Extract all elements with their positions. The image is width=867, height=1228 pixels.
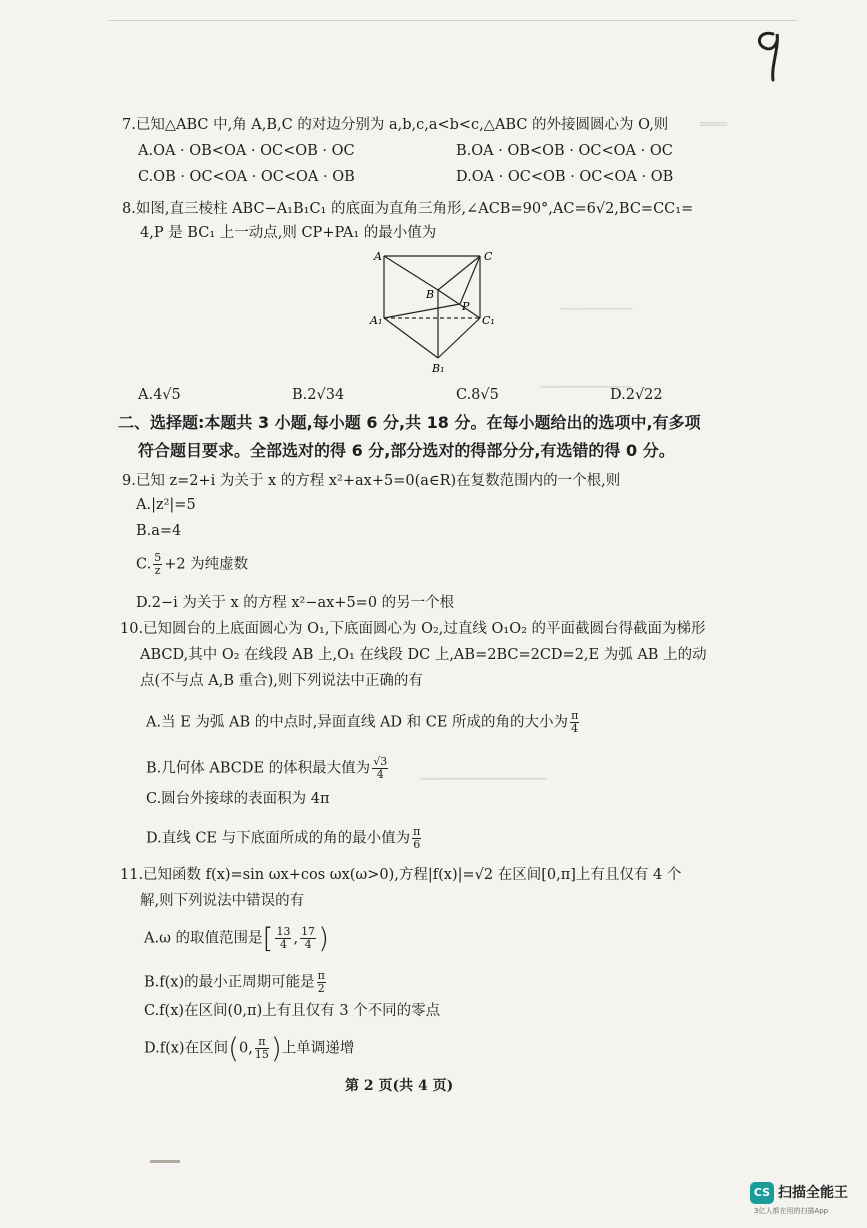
label-c1: C₁ bbox=[482, 314, 495, 327]
q7-option-b: B.OA · OB<OB · OC<OA · OC bbox=[456, 143, 673, 159]
fraction: $\frac{5}{z}$ bbox=[154, 551, 162, 577]
bleed-through: ────────────── bbox=[420, 770, 547, 788]
q8-option-c: C.8√5 bbox=[456, 387, 499, 403]
fraction: $\frac{\pi}{6}$ bbox=[413, 825, 421, 851]
scanner-app-name: 扫描全能王 bbox=[778, 1185, 848, 1201]
q8-option-d: D.2√22 bbox=[610, 387, 663, 403]
q9-stem: 9.已知 z=2+i 为关于 x 的方程 x²+ax+5=0(a∈R)在复数范围内的一个根,则 bbox=[122, 473, 621, 489]
label-a: A bbox=[374, 250, 382, 263]
q11-option-a: A.ω 的取值范围是[ $\frac{13}{4}$ , $\frac{17}{4}$ ) bbox=[144, 921, 329, 955]
fraction: $\frac{√3}{4}$ bbox=[373, 755, 388, 781]
q10-option-a: A.当 E 为弧 AB 的中点时,异面直线 AD 和 CE 所成的角的大小为 $\frac{\pi}{4}$ bbox=[146, 709, 579, 735]
q9-option-b: B.a=4 bbox=[136, 523, 182, 539]
q10-option-b: B.几何体 ABCDE 的体积最大值为 $\frac{√3}{4}$ bbox=[146, 755, 388, 781]
label-c: C bbox=[484, 250, 493, 263]
fraction: $\frac{\pi}{2}$ bbox=[317, 969, 325, 995]
handwritten-page-mark bbox=[749, 22, 789, 82]
fraction: $\frac{\pi}{4}$ bbox=[571, 709, 579, 735]
q11-option-c: C.f(x)在区间(0,π)上有且仅有 3 个不同的零点 bbox=[144, 1003, 441, 1019]
bleed-through: ────────── bbox=[540, 378, 631, 396]
q8-option-a: A.4√5 bbox=[138, 387, 181, 403]
q10-option-c: C.圆台外接球的表面积为 4π bbox=[146, 791, 330, 807]
fraction: $\frac{\pi}{15}$ bbox=[254, 1035, 269, 1061]
q8-stem-line1: 8.如图,直三棱柱 ABC−A₁B₁C₁ 的底面为直角三角形,∠ACB=90°,AC=6√2,BC=CC₁= bbox=[122, 201, 694, 217]
fraction: $\frac{13}{4}$ bbox=[276, 925, 291, 951]
scan-artifact bbox=[150, 1160, 180, 1163]
q9-option-a: A.|z²|=5 bbox=[136, 497, 196, 513]
section2-heading-line2: 符合题目要求。全部选对的得 6 分,部分选对的得部分分,有选错的得 0 分。 bbox=[138, 441, 675, 460]
q10-option-d: D.直线 CE 与下底面所成的角的最小值为 $\frac{\pi}{6}$ bbox=[146, 825, 421, 851]
q7-option-c: C.OB · OC<OA · OC<OA · OB bbox=[138, 169, 355, 185]
label-b: B bbox=[426, 288, 435, 301]
q7-option-d: D.OA · OC<OB · OC<OA · OB bbox=[456, 169, 674, 185]
scanner-watermark bbox=[750, 1180, 858, 1216]
section2-heading-line1: 二、选择题:本题共 3 小题,每小题 6 分,共 18 分。在每小题给出的选项中,有多项 bbox=[118, 413, 701, 432]
q10-stem-line1: 10.已知圆台的上底面圆心为 O₁,下底面圆心为 O₂,过直线 O₁O₂ 的平面截圆台得截面为梯形 bbox=[120, 621, 706, 637]
fraction: $\frac{17}{4}$ bbox=[301, 925, 316, 951]
camscanner-logo-icon: CS bbox=[750, 1182, 774, 1204]
page-footer: 第 2 页(共 4 页) bbox=[345, 1078, 454, 1094]
q7-stem: 7.已知△ABC 中,角 A,B,C 的对边分别为 a,b,c,a<b<c,△ABC 的外接圆圆心为 O,则 bbox=[122, 117, 669, 133]
q10-stem-line3: 点(不与点 A,B 重合),则下列说法中正确的有 bbox=[140, 673, 423, 689]
bleed-through: ──────── bbox=[560, 300, 633, 318]
label-a1: A₁ bbox=[370, 314, 383, 327]
q11-stem-line1: 11.已知函数 f(x)=sin ωx+cos ωx(ω>0),方程|f(x)|=√2 在区间[0,π]上有且仅有 4 个 bbox=[120, 867, 682, 883]
q11-stem-line2: 解,则下列说法中错误的有 bbox=[140, 893, 305, 909]
q11-option-d: D.f(x)在区间(0, $\frac{\pi}{15}$ )上单调递增 bbox=[144, 1031, 355, 1065]
bleed-through: ═══ bbox=[700, 115, 728, 133]
q9-option-d: D.2−i 为关于 x 的方程 x²−ax+5=0 的另一个根 bbox=[136, 595, 455, 611]
label-b1: B₁ bbox=[432, 362, 445, 375]
label-p: P bbox=[462, 300, 470, 313]
q10-stem-line2: ABCD,其中 O₂ 在线段 AB 上,O₁ 在线段 DC 上,AB=2BC=2CD=2,E 为弧 AB 上的动 bbox=[140, 647, 707, 663]
prism-figure bbox=[368, 246, 508, 382]
q11-option-b: B.f(x)的最小正周期可能是 $\frac{\pi}{2}$ bbox=[144, 969, 325, 995]
q8-stem-line2: 4,P 是 BC₁ 上一动点,则 CP+PA₁ 的最小值为 bbox=[140, 225, 437, 241]
q9-option-c: C. $\frac{5}{z}$ +2 为纯虚数 bbox=[136, 551, 249, 577]
scanner-tagline: 3亿人都在用的扫描App bbox=[754, 1207, 829, 1215]
q8-option-b: B.2√34 bbox=[292, 387, 345, 403]
q7-option-a: A.OA · OB<OA · OC<OB · OC bbox=[138, 143, 355, 159]
